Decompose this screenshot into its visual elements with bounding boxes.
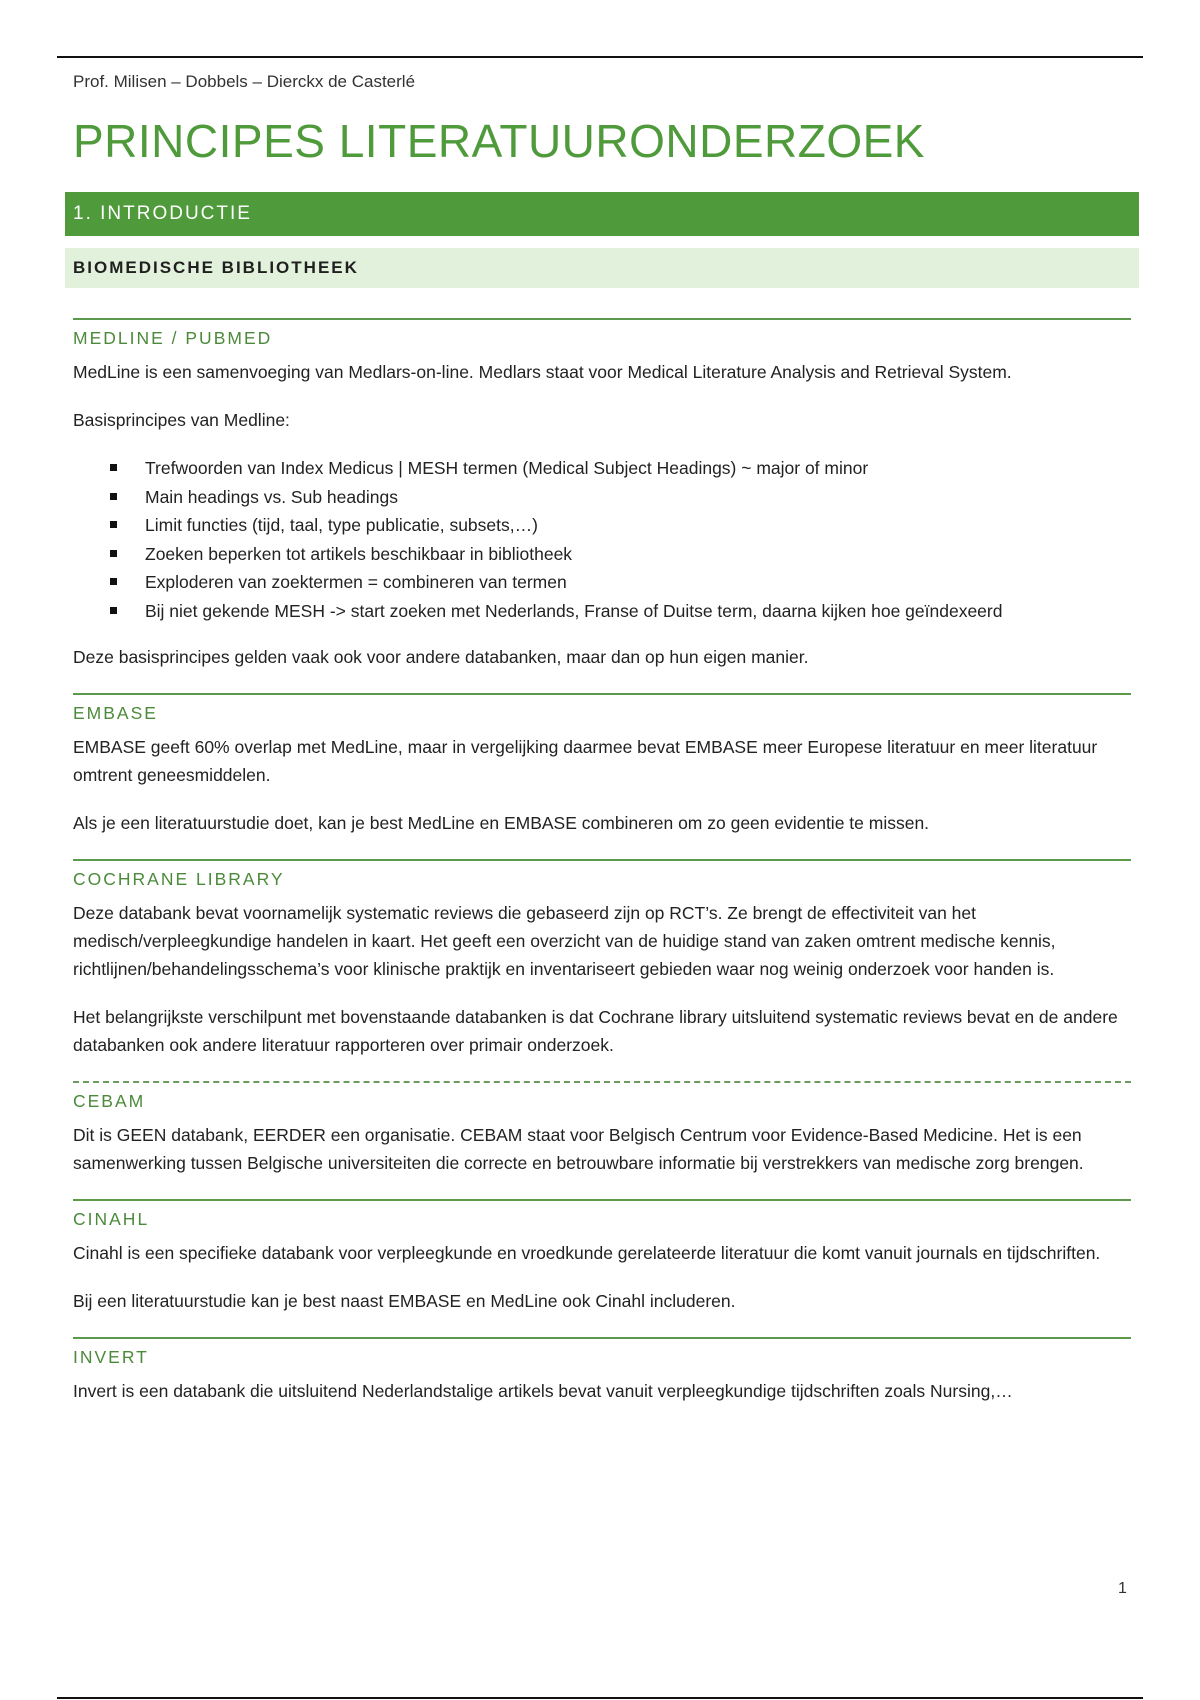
- section-cochrane: [73, 859, 1131, 1059]
- section-embase: [73, 693, 1131, 837]
- list-item-text: Exploderen van zoektermen = combineren van termen: [145, 572, 567, 592]
- page-number: 1: [1118, 1580, 1127, 1597]
- square-bullet-icon: [110, 521, 117, 528]
- list-item-text: Zoeken beperken tot artikels beschikbaar in bibliotheek: [145, 543, 573, 564]
- section-heading: CEBAM: [73, 1091, 146, 1111]
- section-medline: [73, 318, 1131, 671]
- list-item: [73, 568, 1131, 597]
- list-item: [73, 597, 1131, 626]
- square-bullet-icon: [110, 578, 117, 585]
- paragraph: EMBASE geeft 60% overlap met MedLine, maar in vergelijking daarmee bevat EMBASE meer Europese literatuur en meer literatuur omtrent geneesmiddelen.: [73, 737, 1098, 785]
- square-bullet-icon: [110, 493, 117, 500]
- paragraph: Als je een literatuurstudie doet, kan je best MedLine en EMBASE combineren om zo geen evidentie te missen.: [73, 813, 930, 833]
- square-bullet-icon: [110, 607, 117, 614]
- list-item-text: Trefwoorden van Index Medicus | MESH termen (Medical Subject Headings) ~ major of minor: [145, 458, 869, 478]
- section-cebam: [73, 1081, 1131, 1177]
- top-rule: [57, 56, 1143, 58]
- list-item: [73, 511, 1131, 540]
- section-heading: CINAHL: [73, 1209, 150, 1229]
- list-item-text: Limit functies (tijd, taal, type publicatie, subsets,…): [145, 515, 538, 535]
- authors-line: Prof. Milisen – Dobbels – Dierckx de Casterlé: [73, 72, 416, 91]
- section-heading: COCHRANE LIBRARY: [73, 869, 285, 889]
- section-invert: [73, 1337, 1131, 1405]
- paragraph: Deze basisprincipes gelden vaak ook voor andere databanken, maar dan op hun eigen manier.: [73, 647, 809, 667]
- bottom-rule: [57, 1697, 1143, 1699]
- paragraph: Bij een literatuurstudie kan je best naast EMBASE en MedLine ook Cinahl includeren.: [73, 1291, 736, 1311]
- square-bullet-icon: [110, 464, 117, 471]
- bullet-list: [73, 454, 1131, 625]
- paragraph: MedLine is een samenvoeging van Medlars-on-line. Medlars staat voor Medical Literature Analysis and Retrieval System.: [73, 362, 1012, 382]
- paragraph: Dit is GEEN databank, EERDER een organisatie. CEBAM staat voor Belgisch Centrum voor Evidence-Based Medicine. Het is een samenwerking tussen Belgische universiteiten die correcte en betrouwbare informatie bij verstrekkers van medische zorg brengen.: [73, 1125, 1084, 1173]
- square-bullet-icon: [110, 550, 117, 557]
- section-cinahl: [73, 1199, 1131, 1315]
- list-item-text: Main headings vs. Sub headings: [145, 486, 398, 507]
- list-item: [73, 540, 1131, 569]
- section-heading: INVERT: [73, 1347, 149, 1367]
- list-item: [73, 454, 1131, 483]
- paragraph: Basisprincipes van Medline:: [73, 410, 290, 430]
- chapter-heading: 1. INTRODUCTIE: [65, 192, 1139, 236]
- document-body: [73, 70, 1131, 1427]
- list-item-text: Bij niet gekende MESH -> start zoeken met Nederlands, Franse of Duitse term, daarna kijken hoe geïndexeerd: [145, 600, 1003, 621]
- section-heading: EMBASE: [73, 703, 158, 723]
- paragraph: Het belangrijkste verschilpunt met bovenstaande databanken is dat Cochrane library uitsluitend systematic reviews bevat en de andere databanken ook andere literatuur rapporteren over primair onderzoek.: [73, 1007, 1118, 1055]
- section-heading: MEDLINE / PUBMED: [73, 328, 273, 348]
- paragraph: Invert is een databank die uitsluitend Nederlandstalige artikels bevat vanuit verpleegkundige tijdschriften zoals Nursing,…: [73, 1381, 1013, 1401]
- subchapter-heading: BIOMEDISCHE BIBLIOTHEEK: [65, 248, 1139, 288]
- document-title: PRINCIPES LITERATUURONDERZOEK: [73, 115, 925, 167]
- paragraph: Cinahl is een specifieke databank voor verpleegkunde en vroedkunde gerelateerde literatuur die komt vanuit journals en tijdschriften.: [73, 1243, 1101, 1263]
- paragraph: Deze databank bevat voornamelijk systematic reviews die gebaseerd zijn op RCT’s. Ze brengt de effectiviteit van het medisch/verpleegkundige handelen in kaart. Het geeft een overzicht van de huidige stand van zaken omtrent medische kennis, richtlijnen/behandelingsschema’s voor klinische praktijk en inventariseert gebieden waar nog weinig onderzoek voor handen is.: [73, 903, 1056, 979]
- list-item: [73, 483, 1131, 512]
